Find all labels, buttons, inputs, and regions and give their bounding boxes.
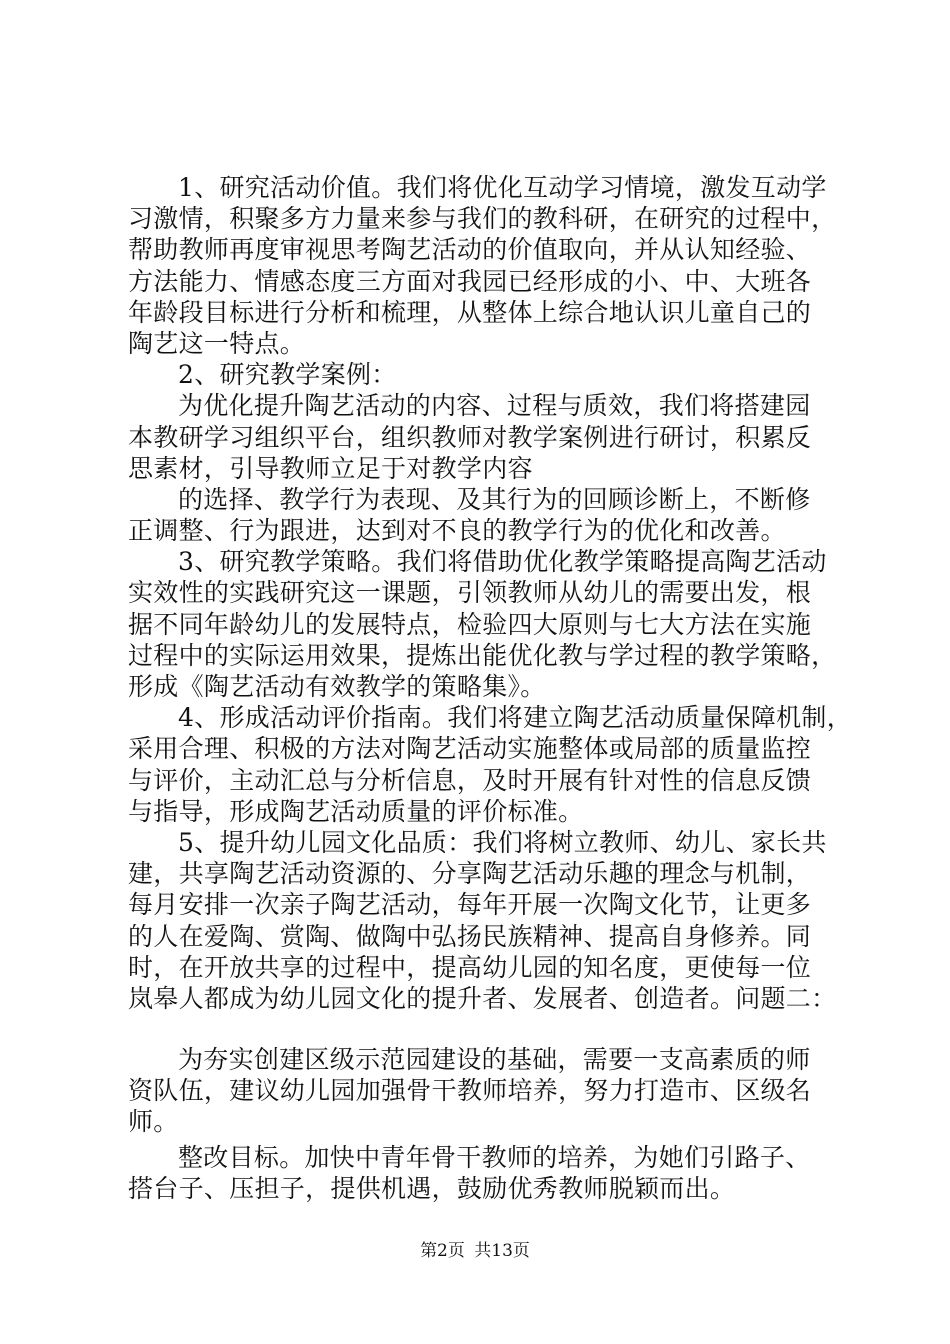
document-body (128, 172, 853, 1204)
paragraph-1-line: 陶艺这一特点。 (128, 328, 306, 358)
paragraph-7-line: 时，在开放共享的过程中，提高幼儿园的知名度，更使每一位 (128, 952, 812, 982)
paragraph-1-line: 方法能力、情感态度三方面对我园已经形成的小、中、大班各 (128, 266, 812, 296)
paragraph-8-line: 资队伍，建议幼儿园加强骨干教师培养，努力打造市、区级名 (128, 1076, 812, 1106)
paragraph-6-line: 与指导，形成陶艺活动质量的评价标准。 (128, 796, 584, 826)
paragraph-7-line: 5、提升幼儿园文化品质：我们将树立教师、幼儿、家长共 (178, 827, 827, 857)
paragraph-9-line: 整改目标。加快中青年骨干教师的培养，为她们引路子、 (178, 1142, 811, 1172)
paragraph-6-line: 4、形成活动评价指南。我们将建立陶艺活动质量保障机制， (178, 703, 853, 733)
paragraph-3-line: 思素材，引导教师立足于对教学内容 (128, 453, 533, 483)
paragraph-8-line: 为夯实创建区级示范园建设的基础，需要一支高素质的师 (178, 1045, 811, 1075)
paragraph-6-line: 采用合理、积极的方法对陶艺活动实施整体或局部的质量监控 (128, 734, 812, 764)
paragraph-1-line: 1、研究活动价值。我们将优化互动学习情境，激发互动学 (178, 173, 827, 202)
paragraph-9-line: 搭台子、压担子，提供机遇，鼓励优秀教师脱颖而出。 (128, 1173, 736, 1203)
paragraph-7-line: 每月安排一次亲子陶艺活动，每年开展一次陶文化节，让更多 (128, 890, 812, 920)
paragraph-5-line: 3、研究教学策略。我们将借助优化教学策略提高陶艺活动 (178, 547, 827, 577)
page-total: 共13页 (474, 1241, 530, 1261)
paragraph-1-line: 帮助教师再度审视思考陶艺活动的价值取向，并从认知经验、 (128, 235, 812, 265)
paragraph-5-line: 据不同年龄幼儿的发展特点，检验四大原则与七大方法在实施 (128, 609, 812, 639)
paragraph-gap (128, 1014, 832, 1044)
paragraph-8-line: 师。 (128, 1107, 179, 1137)
paragraph-6-line: 与评价，主动汇总与分析信息，及时开展有针对性的信息反馈 (128, 765, 812, 795)
page-footer (0, 1240, 950, 1262)
paragraph-1-line: 年龄段目标进行分析和梳理，从整体上综合地认识儿童自己的 (128, 297, 812, 327)
paragraph-4-line: 正调整、行为跟进，达到对不良的教学行为的优化和改善。 (128, 516, 786, 546)
paragraph-3-line: 本教研学习组织平台，组织教师对教学案例进行研讨，积累反 (128, 422, 812, 452)
paragraph-1-line: 习激情，积聚多方力量来参与我们的教科研，在研究的过程中， (128, 204, 837, 234)
paragraph-5-line: 形成《陶艺活动有效教学的策略集》。 (128, 672, 546, 701)
paragraph-2-heading: 2、研究教学案例： (178, 360, 397, 390)
paragraph-3-line: 为优化提升陶艺活动的内容、过程与质效，我们将搭建园 (178, 391, 811, 421)
paragraph-5-line: 过程中的实际运用效果，提炼出能优化教与学过程的教学策略， (128, 640, 837, 670)
page-number: 第2页 (420, 1241, 465, 1261)
paragraph-7-line: 岚皋人都成为幼儿园文化的提升者、发展者、创造者。问题二： (128, 983, 837, 1013)
paragraph-7-line: 的人在爱陶、赏陶、做陶中弘扬民族精神、提高自身修养。同 (128, 921, 812, 951)
paragraph-4-line: 的选择、教学行为表现、及其行为的回顾诊断上，不断修 (178, 484, 811, 514)
paragraph-7-line: 建，共享陶艺活动资源的、分享陶艺活动乐趣的理念与机制， (128, 859, 812, 889)
paragraph-5-line: 实效性的实践研究这一课题，引领教师从幼儿的需要出发，根 (128, 578, 812, 608)
